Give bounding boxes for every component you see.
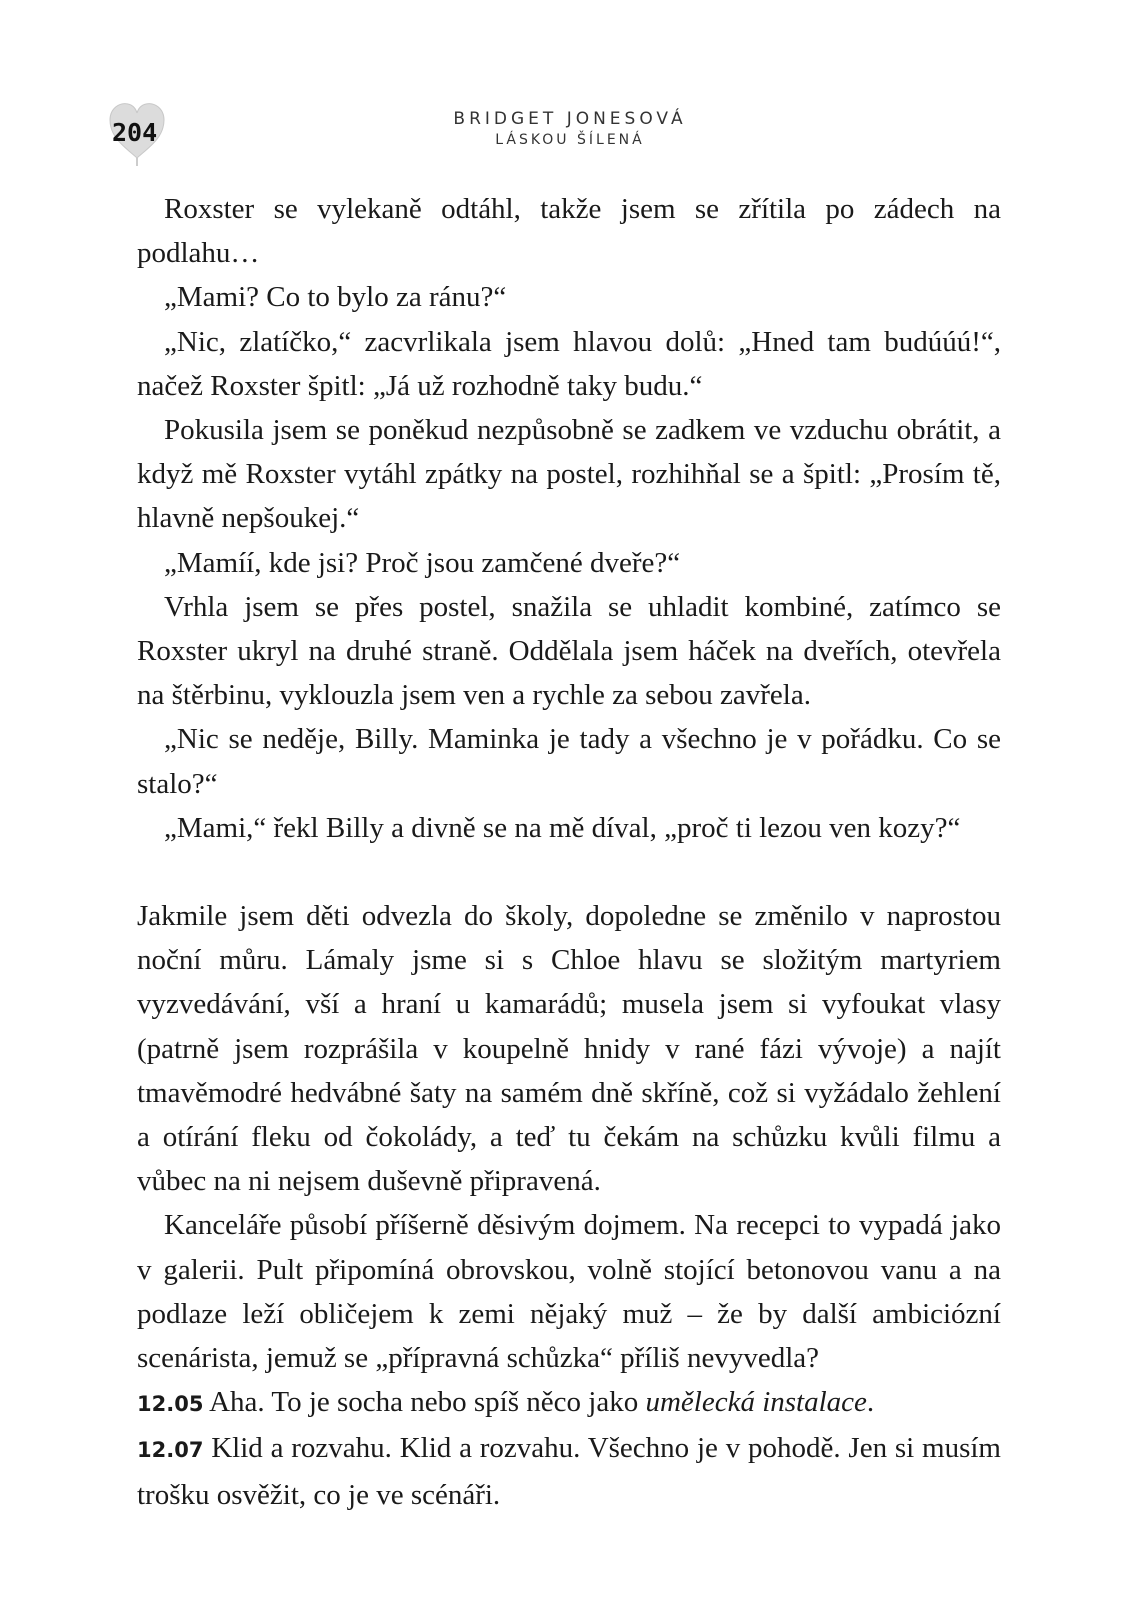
paragraph: Kanceláře působí příšerně děsivým dojmem. Na recepci to vypadá jako v galerii. Pult připomíná obrovskou, volně stojící betonovou vanu a na podlaze leží obličejem k zemi nějaký muž – že by další ambiciózní scenárista, jemuž se „přípravná schůzka“ příliš nevyvedla? (137, 1209, 1001, 1375)
diary-entry (137, 1426, 1001, 1516)
entry-text: Klid a rozvahu. Klid a rozvahu. Všechno je v pohodě. Jen si musím trošku osvěžit, co je ve scénáři. (137, 1432, 1001, 1511)
paragraph: „Nic se neděje, Billy. Maminka je tady a všechno je v pořádku. Co se stalo?“ (137, 723, 1001, 800)
diary-entry (137, 1380, 1001, 1426)
book-title: BRIDGET JONESOVÁ (453, 109, 687, 129)
entry-text: . (866, 1386, 875, 1419)
page-number: 204 (112, 118, 158, 147)
paragraph: „Mami,“ řekl Billy a divně se na mě díval, „proč ti lezou ven kozy?“ (164, 811, 961, 844)
paragraph: Pokusila jsem se poněkud nezpůsobně se zadkem ve vzduchu obrátit, a když mě Roxster vytáhl zpátky na postel, rozhihňal se a špitl: „Prosím tě, hlavně nepšoukej.“ (137, 414, 1001, 535)
paragraph: Vrhla jsem se přes postel, snažila se uhladit kombiné, zatímco se Roxster ukryl na druhé straně. Oddělala jsem háček na dveřích, otevřela na štěrbinu, vyklouzla jsem ven a rychle za sebou zavřela. (137, 590, 1001, 712)
book-subtitle: LÁSKOU ŠÍLENÁ (495, 132, 645, 148)
entry-time: 12.05 (137, 1392, 204, 1417)
paragraph: Jakmile jsem děti odvezla do školy, dopoledne se změnilo v naprostou noční můru. Lámaly jsme si s Chloe hlavu se složitým martyriem vyzvedávání, vší a hraní u kamarádů; musela jsem si vyfoukat vlasy (patrně jsem rozprášila v koupelně hnidy v rané fázi vývoje) a najít tmavěmodré hedvábné šaty na samém dně skříně, což si vyžádalo žehlení a otírání fleku od čokolády, a teď tu čekám na schůzku kvůli filmu a vůbec na ni nejsem duševně připravená. (137, 900, 1001, 1198)
paragraph: „Mami? Co to bylo za ránu?“ (164, 281, 507, 314)
entry-text-italic: umělecká instalace (645, 1386, 867, 1419)
paragraph: „Mamíí, kde jsi? Proč jsou zamčené dveře?“ (164, 546, 681, 579)
entry-text: Aha. To je socha nebo spíš něco jako (203, 1386, 646, 1419)
entry-time: 12.07 (137, 1438, 204, 1463)
paragraph: „Nic, zlatíčko,“ zacvrlikala jsem hlavou dolů: „Hned tam budúúú!“, načež Roxster špitl: „Já už rozhodně taky budu.“ (137, 325, 1001, 402)
body-text (137, 187, 1001, 1517)
running-head (420, 108, 720, 150)
section-break (137, 850, 1001, 894)
paragraph: Roxster se vylekaně odtáhl, takže jsem se zřítila po zádech na podlahu… (137, 193, 1001, 270)
